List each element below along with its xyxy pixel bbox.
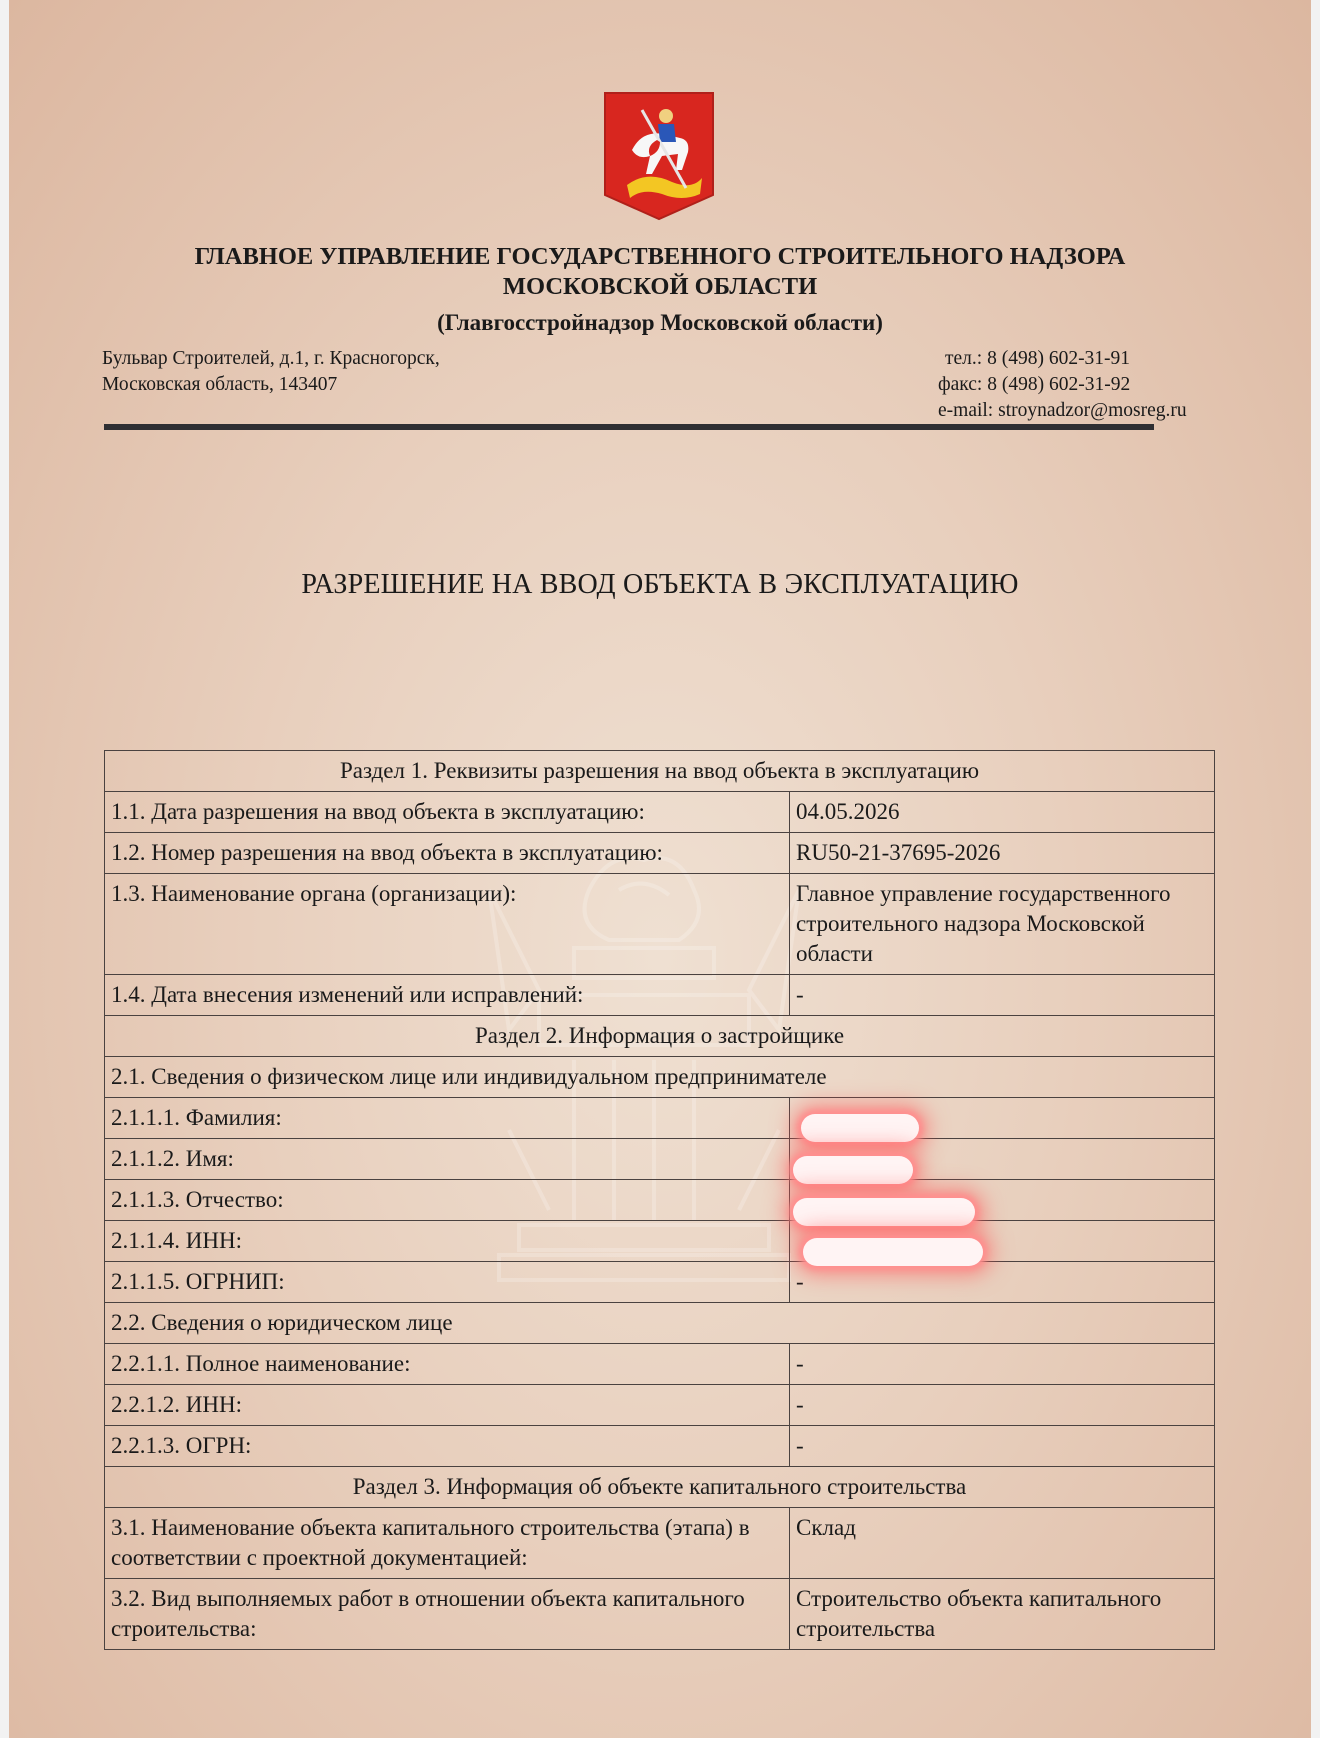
permit-details-table [104, 750, 1215, 1650]
row-label: 3.2. Вид выполняемых работ в отношении объекта капитального строительства: [105, 1579, 790, 1650]
table-row [105, 1262, 1215, 1303]
redaction-mark-surname [801, 1114, 919, 1142]
row-label: 2.1.1.1. Фамилия: [105, 1098, 790, 1139]
row-label: 2.2.1.3. ОГРН: [105, 1426, 790, 1467]
table-row [105, 1016, 1215, 1057]
redaction-mark-patronymic [793, 1198, 975, 1226]
row-label: 2.1.1.3. Отчество: [105, 1180, 790, 1221]
subsection-header: 2.2. Сведения о юридическом лице [105, 1303, 1215, 1344]
address-line2: Московская область, 143407 [102, 374, 338, 395]
row-label: 1.2. Номер разрешения на ввод объекта в эксплуатацию: [105, 833, 790, 874]
organization-contacts [938, 346, 1187, 424]
table-row [105, 1508, 1215, 1579]
row-label: 1.4. Дата внесения изменений или исправлений: [105, 975, 790, 1016]
organization-name-line2: МОСКОВСКОЙ ОБЛАСТИ [502, 273, 818, 300]
table-row [105, 1221, 1215, 1262]
email-address: e-mail: stroynadzor@mosreg.ru [938, 400, 1187, 421]
moscow-oblast-coat-of-arms-icon [602, 90, 716, 222]
address-line1: Бульвар Строителей, д.1, г. Красногорск, [102, 348, 440, 369]
table-row [105, 874, 1215, 975]
organization-short-name: (Главгосстройнадзор Московской области) [437, 310, 883, 335]
section-1-header: Раздел 1. Реквизиты разрешения на ввод объекта в эксплуатацию [105, 751, 1215, 792]
table-row [105, 975, 1215, 1016]
row-value: Строительство объекта капитального строительства [790, 1579, 1215, 1650]
header-divider [104, 424, 1154, 430]
document-title: РАЗРЕШЕНИЕ НА ВВОД ОБЪЕКТА В ЭКСПЛУАТАЦИЮ [301, 569, 1019, 600]
row-label: 2.2.1.1. Полное наименование: [105, 1344, 790, 1385]
row-value: - [790, 1426, 1215, 1467]
document-page [9, 0, 1311, 1738]
row-label: 1.3. Наименование органа (организации): [105, 874, 790, 975]
table-row [105, 1344, 1215, 1385]
table-row [105, 833, 1215, 874]
subsection-header: 2.1. Сведения о физическом лице или индивидуальном предпринимателе [105, 1057, 1215, 1098]
redaction-mark-name [793, 1156, 913, 1184]
row-value: - [790, 1262, 1215, 1303]
table-row [105, 1303, 1215, 1344]
row-value: - [790, 975, 1215, 1016]
row-label: 2.1.1.5. ОГРНИП: [105, 1262, 790, 1303]
row-value: - [790, 1385, 1215, 1426]
row-label: 2.2.1.2. ИНН: [105, 1385, 790, 1426]
table-row [105, 1139, 1215, 1180]
organization-address [102, 346, 440, 398]
table-row [105, 1579, 1215, 1650]
section-3-header: Раздел 3. Информация об объекте капитального строительства [105, 1467, 1215, 1508]
row-label: 2.1.1.4. ИНН: [105, 1221, 790, 1262]
row-label: 2.1.1.2. Имя: [105, 1139, 790, 1180]
table-row [105, 1180, 1215, 1221]
table-row [105, 1098, 1215, 1139]
row-label: 3.1. Наименование объекта капитального строительства (этапа) в соответствии с проектной документацией: [105, 1508, 790, 1579]
table-row [105, 1385, 1215, 1426]
row-value: Главное управление государственного строительного надзора Московской области [790, 874, 1215, 975]
organization-name-line1: ГЛАВНОЕ УПРАВЛЕНИЕ ГОСУДАРСТВЕННОГО СТРОИТЕЛЬНОГО НАДЗОРА [194, 243, 1126, 270]
table-row [105, 1426, 1215, 1467]
phone-number: тел.: 8 (498) 602-31-91 [945, 348, 1131, 369]
fax-number: факс: 8 (498) 602-31-92 [938, 374, 1131, 395]
row-value: - [790, 1344, 1215, 1385]
row-value: RU50-21-37695-2026 [790, 833, 1215, 874]
table-row [105, 751, 1215, 792]
table-row [105, 792, 1215, 833]
row-label: 1.1. Дата разрешения на ввод объекта в эксплуатацию: [105, 792, 790, 833]
section-2-header: Раздел 2. Информация о застройщике [105, 1016, 1215, 1057]
organization-name [9, 242, 1311, 302]
table-row [105, 1467, 1215, 1508]
table-row [105, 1057, 1215, 1098]
row-value: 04.05.2026 [790, 792, 1215, 833]
redaction-mark-inn [803, 1238, 983, 1266]
row-value: Склад [790, 1508, 1215, 1579]
